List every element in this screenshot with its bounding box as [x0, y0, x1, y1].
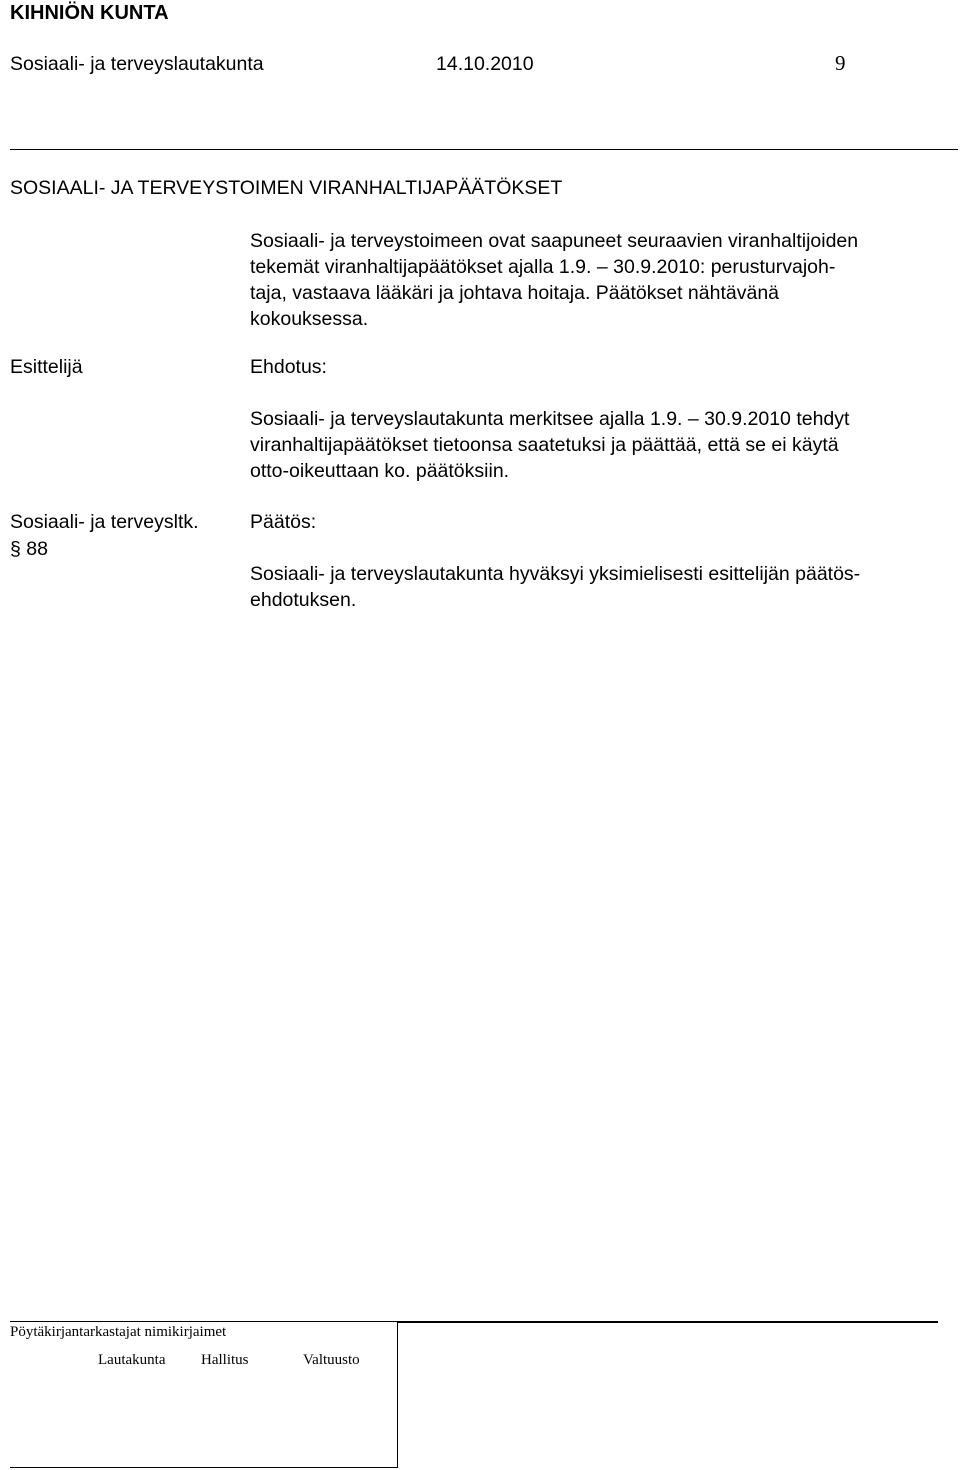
intro-line: Sosiaali- ja terveystoimeen ovat saapuneet seuraavien viranhaltijoiden	[250, 230, 859, 252]
signatures-label: Pöytäkirjantarkastajat nimikirjaimet	[10, 1324, 227, 1340]
intro-line: tekemät viranhaltijapäätökset ajalla 1.9. – 30.9.2010: perusturvajoh-	[250, 256, 836, 278]
proposal-line: otto-oikeuttaan ko. päätöksiin.	[250, 460, 510, 482]
footer-divider	[397, 1321, 398, 1467]
intro-paragraph	[250, 228, 950, 332]
board-reference: Sosiaali- ja terveysltk.	[10, 511, 199, 533]
paragraph-reference: § 88	[10, 538, 48, 560]
organization-name: KIHNIÖN KUNTA	[10, 2, 169, 24]
proposal-line: Sosiaali- ja terveyslautakunta merkitsee ajalla 1.9. – 30.9.2010 tehdyt	[250, 408, 850, 430]
footer-top-rule-right	[398, 1321, 938, 1323]
decision-line: ehdotuksen.	[250, 589, 357, 611]
proposal-label: Ehdotus:	[250, 356, 327, 378]
intro-line: taja, vastaava lääkäri ja johtava hoitaja. Päätökset nähtävänä	[250, 282, 780, 304]
decision-label: Päätös:	[250, 511, 317, 533]
section-title: SOSIAALI- JA TERVEYSTOIMEN VIRANHALTIJAPÄÄTÖKSET	[10, 177, 563, 199]
page-number: 9	[835, 51, 846, 75]
footer-column-lautakunta: Lautakunta	[98, 1352, 166, 1368]
footer-top-rule	[10, 1321, 398, 1322]
decision-line: Sosiaali- ja terveyslautakunta hyväksyi yksimielisesti esittelijän päätös-	[250, 563, 861, 585]
footer-column-valtuusto: Valtuusto	[303, 1352, 360, 1368]
proposal-line: viranhaltijapäätökset tietoonsa saatetuksi ja päättää, että se ei käytä	[250, 434, 839, 456]
decision-paragraph	[250, 561, 950, 613]
footer-bottom-rule	[10, 1467, 398, 1468]
body-name: Sosiaali- ja terveyslautakunta	[10, 53, 264, 75]
presenter-label: Esittelijä	[10, 356, 83, 378]
intro-line: kokouksessa.	[250, 308, 369, 330]
meeting-date: 14.10.2010	[436, 53, 534, 75]
footer-column-hallitus: Hallitus	[201, 1352, 249, 1368]
proposal-paragraph	[250, 406, 950, 484]
header-divider	[10, 149, 958, 150]
